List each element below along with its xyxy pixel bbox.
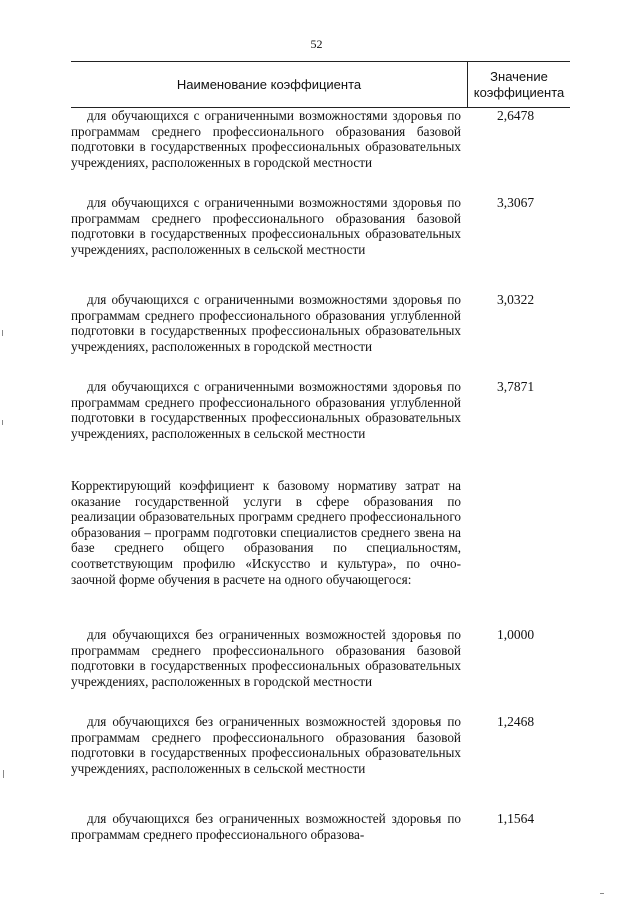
- table-header: [71, 61, 570, 108]
- row-name: для обучающихся с ограниченными возможностями здоровья по программам среднего профессионального образования базовой подготовки в государственных профессиональных образовательных учреждениях, расположенных в сельской местности: [71, 195, 461, 257]
- row-name: для обучающихся без ограниченных возможностей здоровья по программам среднего профессионального образова-: [71, 811, 461, 842]
- row-name: для обучающихся с ограниченными возможностями здоровья по программам среднего профессионального образования углубленной подготовки в государственных профессиональных образовательных учреждениях, расположенных в сельской местности: [71, 379, 461, 441]
- row-value: 2,6478: [496, 108, 535, 123]
- table-row: [71, 627, 570, 689]
- header-name-column: Наименование коэффициента: [71, 62, 468, 107]
- row-value: 1,1564: [496, 811, 535, 826]
- table-row: [71, 379, 570, 441]
- section-heading: Корректирующий коэффициент к базовому нормативу затрат на оказание государственной услуги в сфере образования по реализации образовательных программ среднего профессионального образования – программ подготовки специалистов среднего звена на базе среднего общего образования по специальностям, соответствующим профилю «Искусство и культура», по очно-заочной форме обучения в расчете на одного обучающегося:: [71, 478, 461, 587]
- scan-artifact: [2, 420, 3, 425]
- scan-artifact: [2, 330, 3, 336]
- row-name: для обучающихся без ограниченных возможностей здоровья по программам среднего профессионального образования базовой подготовки в государственных профессиональных образовательных учреждениях, расположенных в сельской местности: [71, 714, 461, 776]
- row-name: для обучающихся с ограниченными возможностями здоровья по программам среднего профессионального образования базовой подготовки в государственных профессиональных образовательных учреждениях, расположенных в городской местности: [71, 108, 461, 170]
- row-value: 3,7871: [496, 379, 535, 394]
- row-value: 1,2468: [496, 714, 535, 729]
- page-number: 52: [310, 37, 323, 51]
- row-value: 1,0000: [496, 627, 535, 642]
- header-value-column: Значение коэффициента: [473, 68, 565, 100]
- row-value: 3,0322: [496, 292, 535, 307]
- coefficient-table: [71, 61, 570, 842]
- table-row: [71, 714, 570, 776]
- row-value: 3,3067: [496, 195, 535, 210]
- table-row: [71, 195, 570, 257]
- table-row: [71, 811, 570, 842]
- table-row: [71, 108, 570, 170]
- row-name: для обучающихся без ограниченных возможностей здоровья по программам среднего профессионального образования базовой подготовки в государственных профессиональных образовательных учреждениях, расположенных в городской местности: [71, 627, 461, 689]
- row-name: для обучающихся с ограниченными возможностями здоровья по программам среднего профессионального образования углубленной подготовки в государственных профессиональных образовательных учреждениях, расположенных в городской местности: [71, 292, 461, 354]
- scan-artifact: [3, 770, 4, 778]
- table-row: [71, 292, 570, 354]
- scan-artifact: [600, 893, 604, 894]
